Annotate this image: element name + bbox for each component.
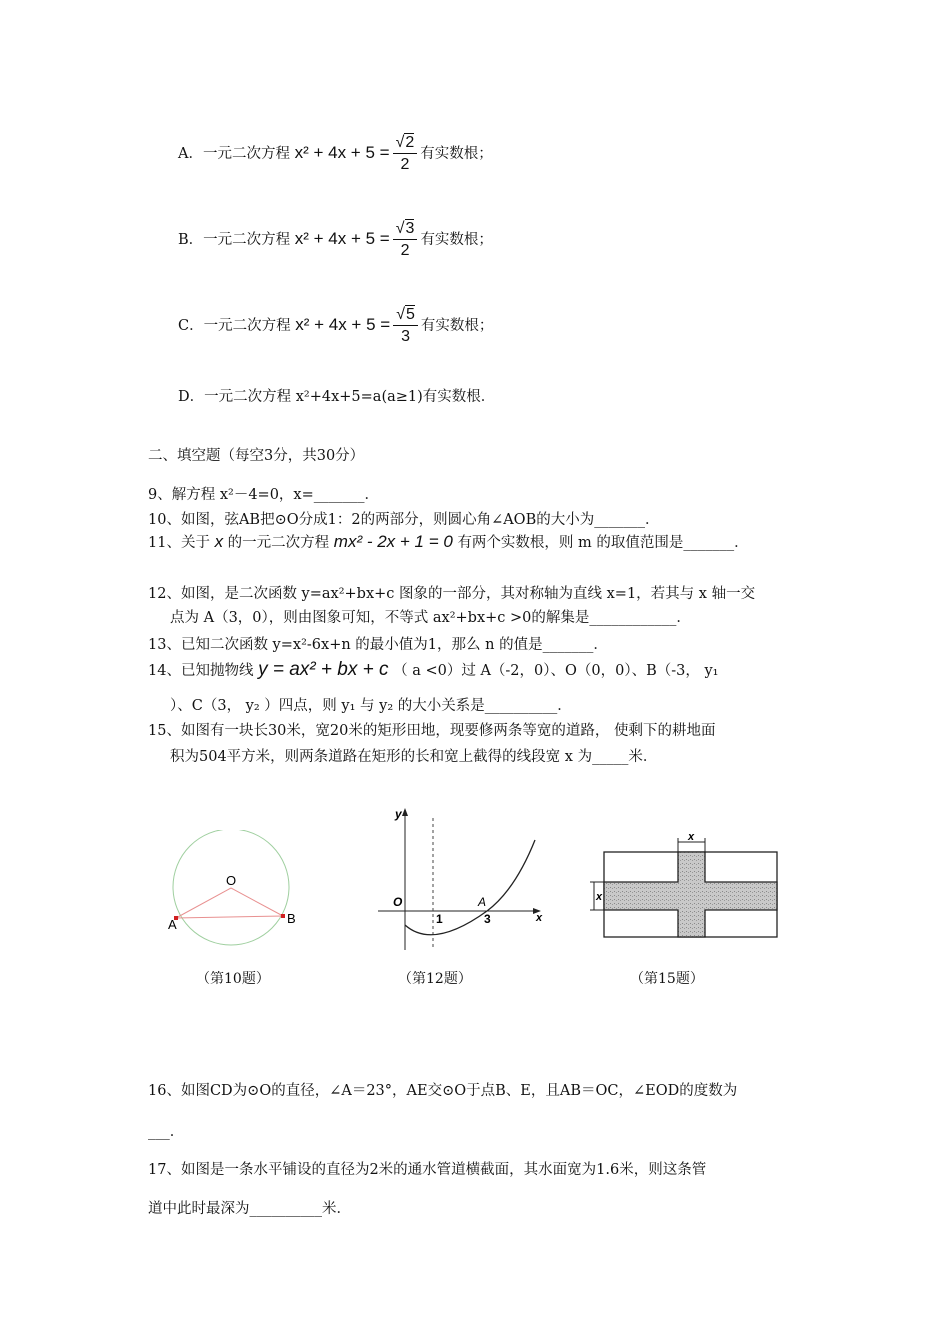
parabola-curve bbox=[405, 840, 535, 935]
label-a: A bbox=[168, 917, 177, 932]
label-y: y bbox=[395, 807, 402, 821]
option-b-suffix: 有实数根； bbox=[420, 232, 493, 248]
option-b-letter: B． bbox=[178, 232, 204, 248]
figure-15 bbox=[585, 830, 785, 945]
option-b-prefix: 一元二次方程 bbox=[203, 232, 291, 248]
figure-10 bbox=[165, 830, 305, 950]
option-a-suffix: 有实数根； bbox=[420, 146, 493, 162]
label-x: x bbox=[536, 912, 543, 924]
figure-12 bbox=[375, 800, 550, 955]
question-16-line1: 16、如图CD为⊙O的直径，∠A＝23°，AE交⊙O于点B、E，且AB＝OC，∠EOD的度数为 bbox=[148, 1083, 738, 1099]
option-b-fraction: $\frac{√3}{2}$ bbox=[393, 220, 418, 260]
question-14-equation: y = ax² + bx + c bbox=[258, 659, 389, 680]
option-b-equation: x² + 4x + 5 = bbox=[294, 229, 390, 248]
question-10: 10、如图，弦AB把⊙O分成1：2的两部分，则圆心角∠AOB的大小为_______． bbox=[148, 512, 660, 528]
question-11: 11、关于 x 的一元二次方程 mx² - 2x + 1 = 0 有两个实数根，则 m 的取值范围是_______． bbox=[148, 532, 749, 551]
question-12-line2: 点为 A（3，0），则由图象可知，不等式 ax²+bx+c >0的解集是____________． bbox=[170, 610, 691, 626]
label-x-left: x bbox=[596, 891, 603, 903]
question-17-line2: 道中此时最深为__________米． bbox=[148, 1201, 351, 1217]
section-title: 二、填空题（每空3分，共30分） bbox=[148, 448, 365, 464]
option-c-fraction: $\frac{√5}{3}$ bbox=[393, 306, 418, 346]
label-b: B bbox=[287, 911, 296, 926]
question-16-line2: ___． bbox=[148, 1124, 185, 1140]
caption-12: （第12题） bbox=[398, 971, 472, 987]
option-c-suffix: 有实数根； bbox=[420, 318, 494, 334]
caption-15: （第15题） bbox=[630, 971, 704, 987]
radius-oa bbox=[176, 888, 231, 918]
option-a-prefix: 一元二次方程 bbox=[202, 146, 290, 162]
question-13: 13、已知二次函数 y=x²-6x+n 的最小值为1，那么 n 的值是_______． bbox=[148, 637, 608, 653]
question-14-line1: 14、已知抛物线 y = ax² + bx + c （ a <0）过 A（-2，0）、O（0，0）、B（-3， y₁ bbox=[148, 659, 719, 680]
option-c-equation: x² + 4x + 5 = bbox=[295, 315, 391, 334]
label-x-top: x bbox=[688, 831, 695, 843]
point-b bbox=[281, 914, 285, 918]
radius-ob bbox=[231, 888, 283, 916]
option-b bbox=[178, 220, 493, 260]
question-15-line2: 积为504平方米，则两条道路在矩形的长和宽上截得的线段宽 x 为_____米． bbox=[170, 749, 658, 765]
label-o: O bbox=[226, 873, 237, 888]
question-9: 9、解方程 x²－4=0，x=_______． bbox=[148, 487, 380, 503]
option-a-letter: A． bbox=[178, 146, 203, 162]
option-a-equation: x² + 4x + 5 = bbox=[294, 143, 390, 162]
question-14-line2: ）、C（3， y₂ ）四点，则 y₁ 与 y₂ 的大小关系是__________． bbox=[170, 698, 572, 714]
option-c-prefix: 一元二次方程 bbox=[203, 318, 291, 334]
question-12-line1: 12、如图，是二次函数 y=ax²+bx+c 图象的一部分，其对称轴为直线 x=1，若其与 x 轴一交 bbox=[148, 586, 756, 602]
question-17-line1: 17、如图是一条水平铺设的直径为2米的通水管道横截面，其水面宽为1.6米，则这条管 bbox=[148, 1162, 707, 1178]
label-one: 1 bbox=[436, 912, 443, 926]
option-a-fraction: $\frac{√2}{2}$ bbox=[393, 134, 418, 174]
label-origin: O bbox=[393, 895, 403, 909]
y-axis-arrow bbox=[402, 808, 408, 816]
option-c-letter: C． bbox=[178, 318, 204, 334]
chord-ab bbox=[176, 916, 283, 918]
option-c bbox=[178, 306, 493, 346]
option-d: D．一元二次方程 x²+4x+5=a(a≥1)有实数根． bbox=[178, 389, 496, 405]
caption-10: （第10题） bbox=[196, 971, 270, 987]
option-a bbox=[178, 134, 493, 174]
question-15-line1: 15、如图有一块长30米，宽20米的矩形田地，现要修两条等宽的道路， 使剩下的耕地面 bbox=[148, 723, 716, 739]
label-point-a: A bbox=[478, 895, 487, 909]
question-11-equation: mx² - 2x + 1 = 0 bbox=[333, 532, 453, 551]
label-three: 3 bbox=[484, 912, 491, 926]
